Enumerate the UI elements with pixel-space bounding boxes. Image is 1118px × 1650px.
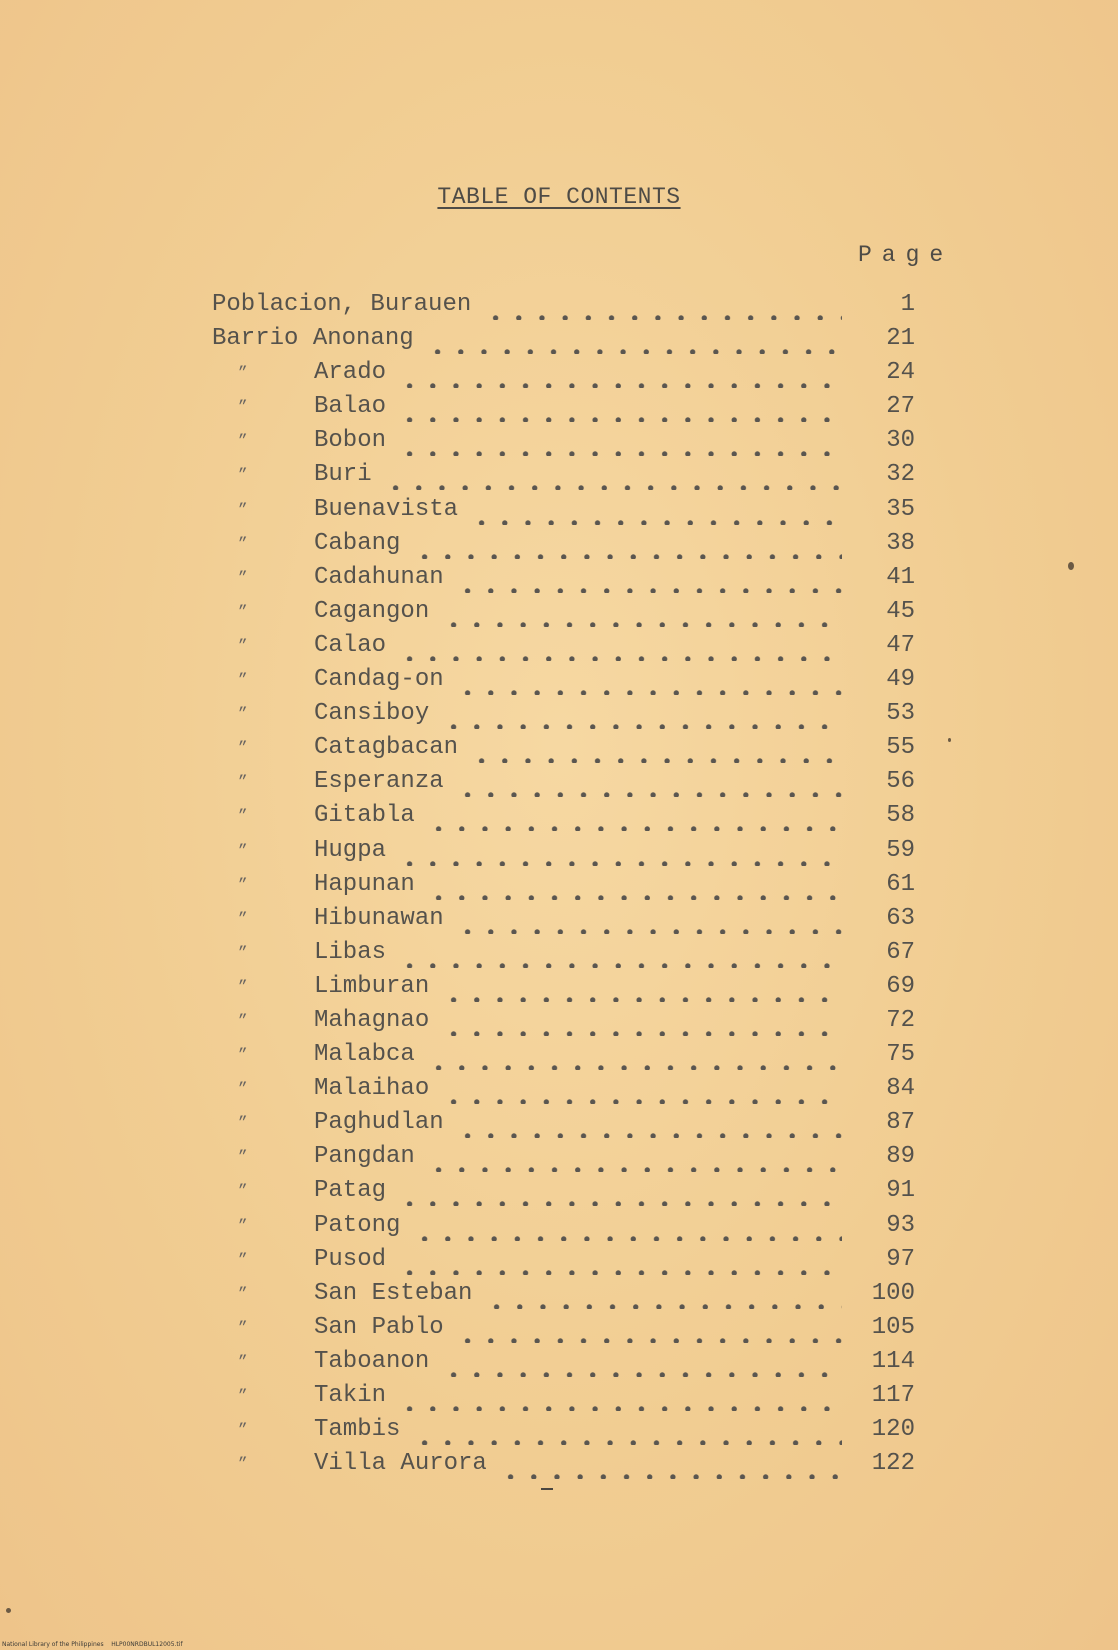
toc-entry [0,836,1118,870]
dot-leader [398,631,842,661]
dot-leader [398,1176,842,1206]
toc-entry [0,1074,1118,1108]
ditto-mark: ” [238,1352,248,1371]
toc-entry [0,529,1118,563]
dot-leader [398,426,842,456]
paper-speck [948,738,951,742]
dot-leader [427,1040,842,1070]
toc-entry [0,358,1118,392]
toc-entry-name: Poblacion, Burauen [212,291,472,318]
toc-page-number: 75 [886,1041,915,1069]
ditto-mark: ” [238,466,248,485]
toc-entry [0,1347,1118,1381]
toc-page-number: 61 [886,870,915,898]
toc-entry [0,1279,1118,1313]
ditto-mark: ” [238,773,248,792]
toc-entry [0,1381,1118,1415]
toc-page-number: 49 [886,666,915,694]
toc-page-number: 63 [886,904,915,932]
toc-page-number: 100 [871,1279,915,1307]
scan-footer: National Library of the Philippines HLP00NRDBUL12005.tif [2,1641,183,1648]
dot-leader [398,938,842,968]
ditto-mark: ” [238,1284,248,1303]
ditto-mark: ” [238,1455,248,1474]
toc-entry [0,1449,1118,1483]
dot-leader [398,358,842,388]
toc-entry [0,426,1118,460]
toc-entry-name: Takin [314,1382,387,1409]
toc-page-number: 114 [871,1347,915,1375]
toc-page-number: 55 [886,734,915,762]
toc-page-number: 72 [886,1006,915,1034]
toc-entry [0,972,1118,1006]
toc-entry-name: Taboanon [314,1347,430,1375]
dot-leader [442,1347,842,1377]
toc-entry-name: Arado [314,359,387,387]
toc-page-number: 45 [886,597,915,625]
toc-entry-name: Esperanza [314,768,444,796]
ditto-mark: ” [238,875,248,894]
toc-page-number: 21 [886,325,915,353]
toc-entry-name: Bobon [314,427,387,455]
ditto-mark: ” [238,500,248,519]
toc-page-number: 120 [871,1416,915,1444]
dot-leader [413,529,842,559]
ditto-mark: ” [238,1250,248,1269]
dot-leader [456,1313,842,1343]
dot-leader [470,495,842,525]
toc-entry [0,563,1118,597]
toc-entry [0,904,1118,938]
toc-entry-name: Libas [314,938,387,966]
toc-page-number: 35 [886,495,915,523]
dot-leader [456,563,842,593]
toc-entry-name: Buenavista [314,495,459,523]
dot-leader [427,1142,842,1172]
toc-entry-name: Cagangon [314,597,430,625]
ditto-mark: ” [238,841,248,860]
dot-leader [384,460,842,490]
ditto-mark: ” [238,1011,248,1030]
toc-entry-name: Pangdan [314,1143,415,1171]
toc-entry-name: Malabca [314,1041,415,1069]
page-column-header: Page [858,242,954,268]
ditto-mark: ” [238,1216,248,1235]
toc-page-number: 53 [886,700,915,728]
toc-entry [0,1040,1118,1074]
toc-entry-name: Patong [314,1211,401,1239]
ditto-mark: ” [238,636,248,655]
dot-leader [426,324,842,354]
toc-entry [0,631,1118,665]
toc-entry-name: Villa Aurora [314,1450,487,1478]
ditto-mark: ” [238,1421,248,1440]
toc-entry [0,938,1118,972]
dot-leader [398,1381,842,1411]
toc-page-number: 47 [886,631,915,659]
page-title: TABLE OF CONTENTS [437,184,681,210]
ditto-mark: ” [238,739,248,758]
ditto-mark: ” [238,943,248,962]
toc-entry-name: Barrio Anonang [212,325,414,353]
toc-page-number: 58 [886,802,915,830]
toc-entry [0,1245,1118,1279]
toc-entry-name: San Pablo [314,1313,444,1341]
toc-entry [0,801,1118,835]
toc-page-number: 59 [886,836,915,864]
toc-entry-name: Hibunawan [314,904,444,932]
toc-page-number: 87 [886,1109,915,1137]
toc-entry [0,1313,1118,1347]
toc-page-number: 30 [886,427,915,455]
toc-page-number: 38 [886,529,915,557]
toc-entry-name: Mahagnao [314,1006,430,1034]
dot-leader [442,597,842,627]
toc-entry [0,870,1118,904]
ditto-mark: ” [238,1182,248,1201]
toc-entry-name: Hapunan [314,870,415,898]
toc-entry [0,1415,1118,1449]
toc-entry-name: Gitabla [314,802,415,830]
dot-leader [398,836,842,866]
toc-page-number: 69 [886,972,915,1000]
dot-leader [413,1415,842,1445]
ditto-mark: ” [238,432,248,451]
dot-leader [456,904,842,934]
toc-entry-name: Paghudlan [314,1109,444,1137]
ditto-mark: ” [238,398,248,417]
toc-entry [0,665,1118,699]
toc-entry-name: Pusod [314,1245,387,1273]
toc-entry [0,1108,1118,1142]
dot-leader [442,1074,842,1104]
dot-leader [456,1108,842,1138]
bottom-mark [541,1488,553,1490]
toc-entry-name: Cadahunan [314,563,444,591]
toc-entry-name: Balao [314,393,387,421]
dot-leader [470,733,842,763]
toc-entry [0,460,1118,494]
toc-entry-name: Cansiboy [314,700,430,728]
ditto-mark: ” [238,364,248,383]
dot-leader [427,870,842,900]
dot-leader [398,1245,842,1275]
toc-entry-name: San Esteban [314,1279,473,1307]
toc-page-number: 84 [886,1075,915,1103]
toc-entry-name: Limburan [314,972,430,1000]
ditto-mark: ” [238,1318,248,1337]
toc-entry [0,597,1118,631]
ditto-mark: ” [238,807,248,826]
dot-leader [484,290,842,320]
toc-entry [0,1176,1118,1210]
ditto-mark: ” [238,1114,248,1133]
dot-leader [456,665,842,695]
toc-page-number: 97 [886,1245,915,1273]
toc-page-number: 56 [886,768,915,796]
toc-entry-name: Cabang [314,529,401,557]
dot-leader [427,801,842,831]
ditto-mark: ” [238,602,248,621]
toc-entry [0,699,1118,733]
toc-entry [0,1142,1118,1176]
toc-entry [0,1006,1118,1040]
toc-page-number: 122 [871,1450,915,1478]
toc-entry-name: Buri [314,461,372,489]
toc-entry-name: Hugpa [314,836,387,864]
dot-leader [499,1449,842,1479]
toc-page-number: 91 [886,1177,915,1205]
toc-page-number: 41 [886,563,915,591]
ditto-mark: ” [238,671,248,690]
toc-page-number: 89 [886,1143,915,1171]
ditto-mark: ” [238,909,248,928]
toc-page-number: 27 [886,393,915,421]
toc-entry [0,495,1118,529]
toc-entry-name: Tambis [314,1416,401,1444]
paper-speck [1068,562,1074,570]
ditto-mark: ” [238,534,248,553]
toc-entry-name: Malaihao [314,1075,430,1103]
toc-page-number: 67 [886,938,915,966]
dot-leader [413,1211,842,1241]
toc-page-number: 117 [871,1382,915,1409]
toc-entry-name: Catagbacan [314,734,459,762]
paper-speck [6,1608,11,1613]
table-of-contents [0,290,1118,1483]
toc-entry-name: Calao [314,631,387,659]
ditto-mark: ” [238,1387,248,1405]
toc-page-number: 1 [900,291,915,318]
toc-page-number: 105 [871,1313,915,1341]
toc-entry [0,392,1118,426]
dot-leader [442,1006,842,1036]
toc-page-number: 24 [886,359,915,387]
toc-page-number: 32 [886,461,915,489]
dot-leader [485,1279,842,1309]
ditto-mark: ” [238,1148,248,1167]
toc-entry [0,767,1118,801]
ditto-mark: ” [238,977,248,996]
ditto-mark: ” [238,1080,248,1099]
dot-leader [456,767,842,797]
ditto-mark: ” [238,1046,248,1065]
toc-entry [0,1211,1118,1245]
toc-entry-name: Candag-on [314,666,444,694]
toc-entry [0,290,1118,324]
dot-leader [442,972,842,1002]
dot-leader [442,699,842,729]
ditto-mark: ” [238,705,248,724]
dot-leader [398,392,842,422]
toc-entry [0,324,1118,358]
ditto-mark: ” [238,568,248,587]
toc-entry-name: Patag [314,1177,387,1205]
toc-page-number: 93 [886,1211,915,1239]
